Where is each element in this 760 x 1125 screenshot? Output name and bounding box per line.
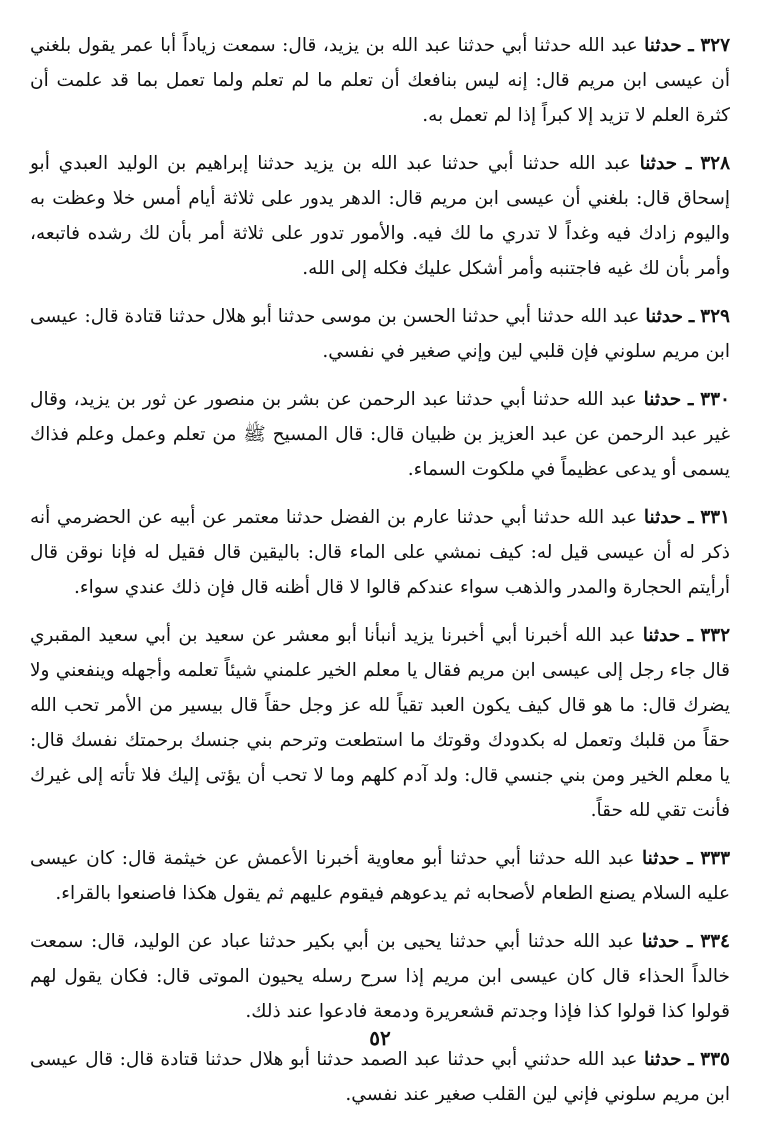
- hadith-number: ٣٣٥: [700, 1049, 730, 1070]
- hadith-text: عبد الله حدثنا أبي حدثنا عبد الرحمن عن بشر بن منصور عن ثور بن يزيد، وقال غير عبد الرحمن عن عبد العزيز بن ظبيان قال: قال المسيح ﷺ من تعلم وعمل وعلم فذاك يسمى أو يدعى عظيماً في ملكوت السماء.: [30, 389, 730, 480]
- hadith-327: ٣٢٧ ـ حدثنا عبد الله حدثنا أبي حدثنا عبد الله بن يزيد، قال: سمعت زياداً أبا عمر يقول بلغني أن عيسى ابن مريم قال: إنه ليس بنافعك أن تعلم ما لم تعلم ولما تعمل بما قد علمت أن كثرة العلم لا تزيد إلا كبراً إذا لم تعمل به.: [30, 35, 731, 126]
- hadith-number: ٣٢٩: [700, 306, 730, 327]
- hadith-number: ٣٣٢: [700, 625, 731, 646]
- hadith-lead: حدثنا: [643, 507, 682, 528]
- hadith-lead: حدثنا: [642, 625, 681, 646]
- hadith-number: ٣٣٣: [700, 848, 731, 869]
- hadith-number: ٣٣٠: [700, 389, 730, 410]
- hadith-lead: حدثنا: [645, 306, 683, 327]
- page-body: [30, 28, 730, 1125]
- hadith-number: ٣٣١: [700, 507, 731, 528]
- hadith-text: عبد الله حدثني أبي حدثنا عبد الصمد حدثنا أبو هلال حدثنا قتادة قال: قال عيسى ابن مريم سلوني فإني لين القلب صغير عند نفسي.: [30, 1049, 730, 1105]
- hadith-lead: حدثنا: [644, 1049, 682, 1070]
- hadith-number: ٣٣٤: [700, 931, 730, 952]
- hadith-335: ٣٣٥ ـ حدثنا عبد الله حدثني أبي حدثنا عبد الصمد حدثنا أبو هلال حدثنا قتادة قال: قال عيسى ابن مريم سلوني فإني لين القلب صغير عند نفسي.: [30, 1049, 730, 1105]
- hadith-text: عبد الله حدثنا أبي حدثنا الحسن بن موسى حدثنا أبو هلال حدثنا قتادة قال: عيسى ابن مريم سلوني فإن قلبي لين وإني صغير في نفسي.: [30, 306, 730, 362]
- hadith-lead: حدثنا: [642, 848, 680, 869]
- hadith-number: ٣٢٧: [700, 35, 731, 56]
- hadith-text: عبد الله حدثنا أبي حدثنا يحيى بن أبي بكير حدثنا عباد عن الوليد، قال: سمعت خالداً الحذاء قال كان عيسى ابن مريم إذا سرح رسله يحيون الموتى قال: فكان يقول لهم قولوا كذا قولوا كذا فإذا وجدتم قشعريرة ودمعة فادعوا عند ذلك.: [30, 931, 730, 1022]
- hadith-text: عبد الله حدثنا أبي حدثنا عارم بن الفضل حدثنا معتمر عن أبيه عن الحضرمي أنه ذكر له أن عيسى قيل له: كيف نمشي على الماء قال: باليقين قال فقيل له فإنا نوقن قال أرأيتم الحجارة والمدر والذهب سواء عندكم قالوا لا قال أظنه قال فإن ذلك عندي سواء.: [30, 507, 730, 598]
- hadith-330: ٣٣٠ ـ حدثنا عبد الله حدثنا أبي حدثنا عبد الرحمن عن بشر بن منصور عن ثور بن يزيد، وقال غير عبد الرحمن عن عبد العزيز بن ظبيان قال: قال المسيح ﷺ من تعلم وعمل وعلم فذاك يسمى أو يدعى عظيماً في ملكوت السماء.: [30, 389, 730, 480]
- hadith-332: ٣٣٢ ـ حدثنا عبد الله أخبرنا أبي أخبرنا يزيد أنبأنا أبو معشر عن سعيد بن أبي سعيد المقبري قال جاء رجل إلى عيسى ابن مريم فقال يا معلم الخير علمني شيئاً تعلمه وأجهله وينفعني ولا يضرك قال: ما هو قال كيف يكون العبد تقياً لله عز وجل حقاً قال بيسير من الأمر تحب الله حقاً من قلبك وتعمل له بكدودك وقوتك ما استطعت وترحم بني جنسك برحمتك نفسك قال: يا معلم الخير ومن بني جنسي قال: ولد آدم كلهم وما لا تحب أن يؤتى إليك فلا تأته إلى غيرك فأنت تقي لله حقاً.: [30, 625, 731, 821]
- hadith-lead: حدثنا: [644, 35, 682, 56]
- page-number: ٥٢: [369, 1026, 391, 1050]
- hadith-333: ٣٣٣ ـ حدثنا عبد الله حدثنا أبي حدثنا أبو معاوية أخبرنا الأعمش عن خيثمة قال: كان عيسى عليه السلام يصنع الطعام لأصحابه ثم يدعوهم فيقوم عليهم ثم يقول هكذا فاصنعوا بالقراء.: [30, 848, 731, 904]
- hadith-lead: حدثنا: [639, 153, 678, 174]
- hadith-text: عبد الله أخبرنا أبي أخبرنا يزيد أنبأنا أبو معشر عن سعيد بن أبي سعيد المقبري قال جاء رجل إلى عيسى ابن مريم فقال يا معلم الخير علمني شيئاً تعلمه وأجهله وينفعني ولا يضرك قال: ما هو قال كيف يكون العبد تقياً لله عز وجل حقاً قال بيسير من الأمر تحب الله حقاً من قلبك وتعمل له بكدودك وقوتك ما استطعت وترحم بني جنسك برحمتك نفسك قال: يا معلم الخير ومن بني جنسي قال: ولد آدم كلهم وما لا تحب أن يؤتى إليك فلا تأته إلى غيرك فأنت تقي لله حقاً.: [30, 625, 730, 821]
- hadith-331: ٣٣١ ـ حدثنا عبد الله حدثنا أبي حدثنا عارم بن الفضل حدثنا معتمر عن أبيه عن الحضرمي أنه ذكر له أن عيسى قيل له: كيف نمشي على الماء قال: باليقين قال فقيل له فإنا نوقن قال أرأيتم الحجارة والمدر والذهب سواء عندكم قالوا لا قال أظنه قال فإن ذلك عندي سواء.: [30, 507, 731, 598]
- hadith-334: ٣٣٤ ـ حدثنا عبد الله حدثنا أبي حدثنا يحيى بن أبي بكير حدثنا عباد عن الوليد، قال: سمعت خالداً الحذاء قال كان عيسى ابن مريم إذا سرح رسله يحيون الموتى قال: فكان يقول لهم قولوا كذا قولوا كذا فإذا وجدتم قشعريرة ودمعة فادعوا عند ذلك.: [30, 931, 730, 1022]
- hadith-text: عبد الله حدثنا أبي حدثنا عبد الله بن يزيد حدثنا إبراهيم بن الوليد العبدي أبو إسحاق قال: بلغني أن عيسى ابن مريم قال: الدهر يدور على ثلاثة أيام أمس خلا وعظت به واليوم زادك فيه وغداً لا تدري ما لك فيه. والأمور تدور على ثلاثة أمر بأن لك رشده فاتبعه، وأمر بأن لك غيه فاجتنبه وأمر أشكل عليك فكله إلى الله.: [30, 153, 730, 279]
- hadith-text: عبد الله حدثنا أبي حدثنا أبو معاوية أخبرنا الأعمش عن خيثمة قال: كان عيسى عليه السلام يصنع الطعام لأصحابه ثم يدعوهم فيقوم عليهم ثم يقول هكذا فاصنعوا بالقراء.: [30, 848, 730, 904]
- hadith-328: ٣٢٨ ـ حدثنا عبد الله حدثنا أبي حدثنا عبد الله بن يزيد حدثنا إبراهيم بن الوليد العبدي أبو إسحاق قال: بلغني أن عيسى ابن مريم قال: الدهر يدور على ثلاثة أيام أمس خلا وعظت به واليوم زادك فيه وغداً لا تدري ما لك فيه. والأمور تدور على ثلاثة أمر بأن لك رشده فاتبعه، وأمر بأن لك غيه فاجتنبه وأمر أشكل عليك فكله إلى الله.: [30, 153, 731, 279]
- hadith-text: عبد الله حدثنا أبي حدثنا عبد الله بن يزيد، قال: سمعت زياداً أبا عمر يقول بلغني أن عيسى ابن مريم قال: إنه ليس بنافعك أن تعلم ما لم تعلم ولما تعمل بما قد علمت أن كثرة العلم لا تزيد إلا كبراً إذا لم تعمل به.: [30, 35, 730, 126]
- hadith-lead: حدثنا: [643, 389, 682, 410]
- hadith-number: ٣٢٨: [700, 153, 731, 174]
- hadith-329: ٣٢٩ ـ حدثنا عبد الله حدثنا أبي حدثنا الحسن بن موسى حدثنا أبو هلال حدثنا قتادة قال: عيسى ابن مريم سلوني فإن قلبي لين وإني صغير في نفسي.: [30, 306, 730, 362]
- hadith-lead: حدثنا: [641, 931, 680, 952]
